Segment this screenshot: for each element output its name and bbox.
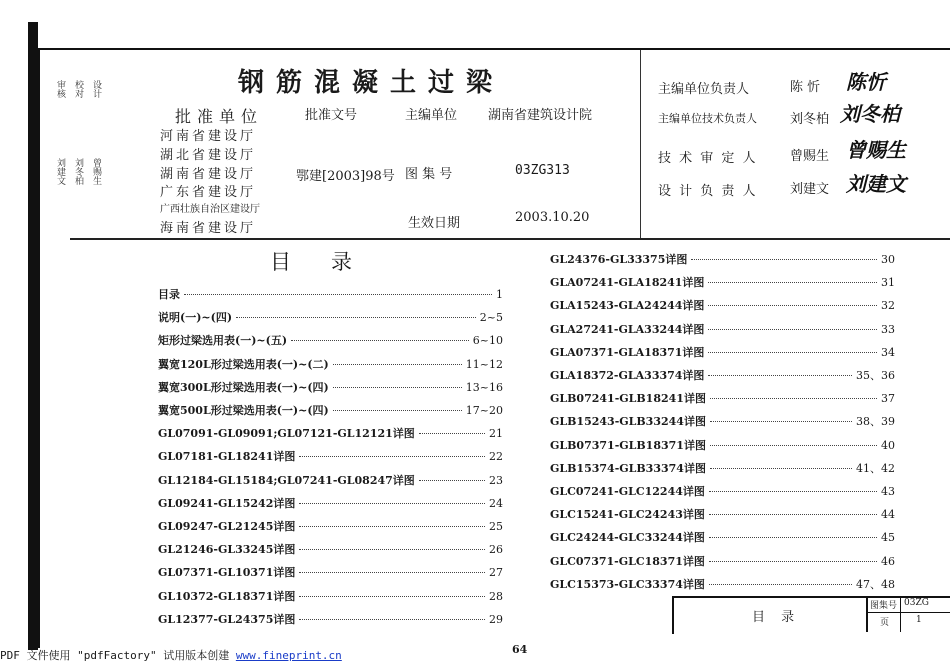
toc-entry-page: 30 (881, 253, 895, 266)
toc-leader-dots (709, 561, 877, 562)
toc-leader-dots (710, 445, 877, 446)
toc-leader-dots (709, 514, 877, 515)
toc-entry[interactable] (158, 286, 503, 302)
toc-entry-page: 45 (881, 531, 895, 545)
toc-entry[interactable] (158, 541, 503, 557)
toc-entry-page: 6~10 (472, 334, 503, 348)
toc-entry[interactable] (158, 309, 503, 325)
person-name: 曾赐生 (790, 149, 830, 164)
toc-entry-label: GL21246-GL33245详图 (158, 543, 296, 557)
toc-entry-label: GL10372-GL18371详图 (158, 589, 296, 603)
toc-entry-label: GL12377-GL24375详图 (158, 612, 296, 626)
title-block-atlas-label: 图集号 (870, 601, 898, 611)
stamp-cell: 审核 (55, 80, 65, 98)
toc-entry-page: 23 (489, 473, 503, 487)
toc-entry-page: 31 (881, 276, 895, 290)
toc-entry-page: 1 (496, 288, 503, 301)
toc-leader-dots (708, 305, 877, 306)
toc-entry-label: GLA15243-GLA24244详图 (550, 299, 705, 313)
toc-entry-label: GLC24244-GLC33244详图 (550, 531, 705, 545)
footer-link[interactable]: www.fineprint.cn (235, 649, 342, 662)
toc-entry[interactable] (550, 390, 895, 406)
toc-entry-label: GLC07371-GLC18371详图 (550, 554, 705, 568)
toc-leader-dots (299, 503, 485, 504)
toc-entry-page: 38、39 (856, 415, 895, 429)
toc-entry[interactable] (550, 274, 895, 290)
toc-leader-dots (299, 549, 485, 550)
title-block-atlas-value: 03ZG (904, 598, 929, 608)
toc-leader-dots (333, 410, 462, 411)
toc-entry-page: 46 (881, 554, 895, 568)
toc-leader-dots (419, 480, 485, 481)
toc-entry-label: GLB15243-GLB33244详图 (550, 415, 706, 429)
toc-entry-page: 2~5 (479, 311, 503, 325)
page-number: 64 (512, 643, 528, 656)
effective-date-value: 2003.10.20 (515, 210, 590, 225)
toc-entry[interactable] (158, 518, 503, 534)
title-block-name: 目 录 (752, 610, 801, 625)
toc-entry[interactable] (158, 448, 503, 464)
toc-entry[interactable] (550, 506, 895, 522)
toc-leader-dots (299, 526, 485, 527)
binding-edge (28, 22, 38, 650)
toc-entry-page: 41、42 (856, 461, 895, 475)
toc-leader-dots (710, 421, 852, 422)
toc-entry-page: 29 (489, 612, 503, 626)
title-block-page-label: 页 (880, 618, 890, 628)
toc-entry[interactable] (550, 553, 895, 569)
toc-entry[interactable] (158, 402, 503, 418)
toc-entry[interactable] (158, 472, 503, 488)
toc-entry-page: 21 (489, 427, 503, 441)
toc-entry-page: 40 (881, 438, 895, 452)
toc-leader-dots (236, 317, 476, 318)
role-label: 主编单位负责人 (658, 82, 750, 97)
toc-entry-label: GL12184-GL15184;GL07241-GL08247详图 (158, 473, 415, 487)
toc-entry-label: GLB07371-GLB18371详图 (550, 438, 706, 452)
approve-unit-label: 批准单位 (175, 107, 264, 126)
toc-leader-dots (708, 375, 852, 376)
toc-entry[interactable] (158, 332, 503, 348)
toc-entry-label: GLA18372-GLA33374详图 (550, 369, 705, 382)
frame-top-border (38, 48, 950, 50)
toc-entry[interactable] (158, 425, 503, 441)
toc-entry-page: 13~16 (465, 380, 503, 394)
toc-leader-dots (708, 329, 877, 330)
toc-entry[interactable] (158, 588, 503, 604)
toc-leader-dots (708, 282, 877, 283)
toc-entry-label: GL09247-GL21245详图 (158, 520, 296, 533)
stamp-cell: 校对 (73, 80, 83, 98)
frame-left-border (38, 48, 40, 648)
toc-leader-dots (710, 468, 852, 469)
toc-leader-dots (709, 537, 877, 538)
toc-entry-label: GLA27241-GLA33244详图 (550, 322, 705, 336)
stamp-cell: 曾赐生 (91, 158, 101, 185)
toc-entry-page: 17~20 (465, 404, 503, 417)
toc-entry-page: 35、36 (856, 369, 895, 382)
atlas-no-label: 图 集 号 (405, 167, 453, 182)
toc-leader-dots (333, 364, 462, 365)
toc-entry-page: 33 (881, 322, 895, 336)
approve-doc-label: 批准文号 (305, 108, 358, 123)
atlas-no-value: 03ZG313 (515, 163, 570, 178)
toc-entry-label: GLB15374-GLB33374详图 (550, 461, 706, 475)
department: 广西壮族自治区建设厅 (160, 204, 260, 215)
toc-entry-page: 27 (489, 566, 503, 580)
toc-entry[interactable] (158, 495, 503, 511)
toc-entry-label: GL07371-GL10371详图 (158, 566, 296, 580)
toc-leader-dots (299, 619, 485, 620)
toc-leader-dots (299, 596, 485, 597)
handwritten-signature: 陈忻 (846, 70, 886, 94)
toc-entry-label: 矩形过梁选用表(一)~(五) (158, 334, 288, 348)
person-name: 刘建文 (790, 182, 830, 197)
toc-entry-page: 28 (489, 589, 503, 603)
toc-entry-label: GL09241-GL15242详图 (158, 496, 296, 510)
department: 湖北省建设厅 (160, 148, 257, 163)
toc-entry[interactable] (550, 576, 895, 592)
toc-entry-label: 翼宽120L形过梁选用表(一)~(二) (158, 357, 329, 371)
toc-leader-dots (419, 433, 485, 434)
toc-entry-label: 翼宽300L形过梁选用表(一)~(四) (158, 380, 329, 394)
drawing-title: 钢筋混凝土过梁 (238, 68, 505, 98)
toc-leader-dots (291, 340, 469, 341)
toc-entry[interactable] (550, 529, 895, 545)
toc-entry[interactable] (158, 379, 503, 395)
toc-leader-dots (709, 584, 852, 585)
toc-entry[interactable] (550, 367, 895, 383)
person-name: 刘冬柏 (790, 112, 830, 127)
toc-entry-label: GLA07371-GLA18371详图 (550, 345, 705, 359)
editor-unit-label: 主编单位 (405, 108, 458, 123)
department: 海南省建设厅 (160, 221, 257, 236)
toc-entry[interactable] (550, 344, 895, 360)
toc-entry[interactable] (550, 460, 895, 476)
stamp-cell: 刘建文 (55, 158, 65, 185)
toc-leader-dots (709, 491, 877, 492)
toc-entry-label: GLC07241-GLC12244详图 (550, 485, 705, 498)
toc-entry-page: 24 (489, 496, 503, 510)
handwritten-signature: 刘建文 (846, 172, 906, 196)
department: 广东省建设厅 (160, 185, 257, 200)
toc-leader-dots (299, 572, 485, 573)
department: 河南省建设厅 (160, 129, 257, 144)
toc-entry[interactable] (158, 611, 503, 627)
toc-entry[interactable] (550, 251, 895, 267)
footer-text: PDF 文件使用 "pdfFactory" 试用版本创建 (0, 649, 230, 662)
toc-entry-label: 说明(一)~(四) (158, 311, 233, 325)
toc-entry-label: GL07181-GL18241详图 (158, 450, 296, 464)
toc-entry-page: 44 (881, 508, 895, 522)
toc-entry-page: 34 (881, 345, 895, 359)
toc-entry-page: 43 (881, 485, 895, 498)
header-bottom-rule (70, 238, 950, 240)
toc-title: 目录 (270, 250, 392, 274)
title-block-rule (900, 596, 901, 632)
title-block-divider (866, 596, 868, 632)
stamp-cell: 设计 (91, 80, 101, 98)
toc-entry-page: 25 (489, 520, 503, 533)
editor-unit-value: 湖南省建筑设计院 (488, 108, 593, 123)
toc-entry[interactable] (550, 483, 895, 499)
title-block-rule (866, 612, 950, 613)
pdf-footer (0, 647, 342, 663)
toc-entry-label: 目录 (158, 288, 180, 301)
effective-date-label: 生效日期 (408, 216, 461, 231)
toc-entry-label: GLC15241-GLC24243详图 (550, 508, 705, 522)
toc-entry[interactable] (550, 413, 895, 429)
toc-leader-dots (299, 456, 485, 457)
toc-leader-dots (708, 352, 877, 353)
role-label: 主编单位技术负责人 (658, 112, 757, 125)
toc-entry[interactable] (158, 356, 503, 372)
toc-entry[interactable] (550, 297, 895, 313)
toc-leader-dots (184, 294, 492, 295)
department: 湖南省建设厅 (160, 167, 257, 182)
toc-leader-dots (333, 387, 462, 388)
toc-entry-label: GLB07241-GLB18241详图 (550, 392, 706, 406)
toc-entry[interactable] (550, 437, 895, 453)
toc-entry-label: GL07091-GL09091;GL07121-GL12121详图 (158, 427, 415, 441)
toc-entry-label: GL24376-GL33375详图 (550, 253, 688, 266)
toc-entry-page: 32 (881, 299, 895, 313)
toc-entry-label: GLA07241-GLA18241详图 (550, 276, 705, 290)
title-block-page-value: 1 (916, 615, 922, 625)
header-divider (640, 50, 641, 238)
role-label: 技 术 审 定 人 (658, 151, 758, 166)
review-stamp-column (52, 58, 122, 238)
toc-entry[interactable] (158, 564, 503, 580)
toc-leader-dots (710, 398, 877, 399)
handwritten-signature: 刘冬柏 (840, 102, 900, 126)
toc-entry-label: 翼宽500L形过梁选用表(一)~(四) (158, 404, 329, 417)
toc-entry-page: 26 (489, 543, 503, 557)
role-label: 设 计 负 责 人 (658, 184, 758, 199)
toc-entry-label: GLC15373-GLC33374详图 (550, 577, 705, 591)
toc-leader-dots (691, 259, 877, 260)
toc-entry-page: 47、48 (856, 577, 895, 591)
approve-doc-value: 鄂建[2003]98号 (296, 169, 395, 184)
toc-entry-page: 11~12 (465, 357, 503, 371)
stamp-cell: 刘冬柏 (73, 158, 83, 185)
handwritten-signature: 曾赐生 (846, 138, 906, 162)
toc-entry-page: 37 (881, 392, 895, 406)
toc-entry-page: 22 (489, 450, 503, 464)
toc-entry[interactable] (550, 321, 895, 337)
person-name: 陈 忻 (790, 80, 821, 95)
